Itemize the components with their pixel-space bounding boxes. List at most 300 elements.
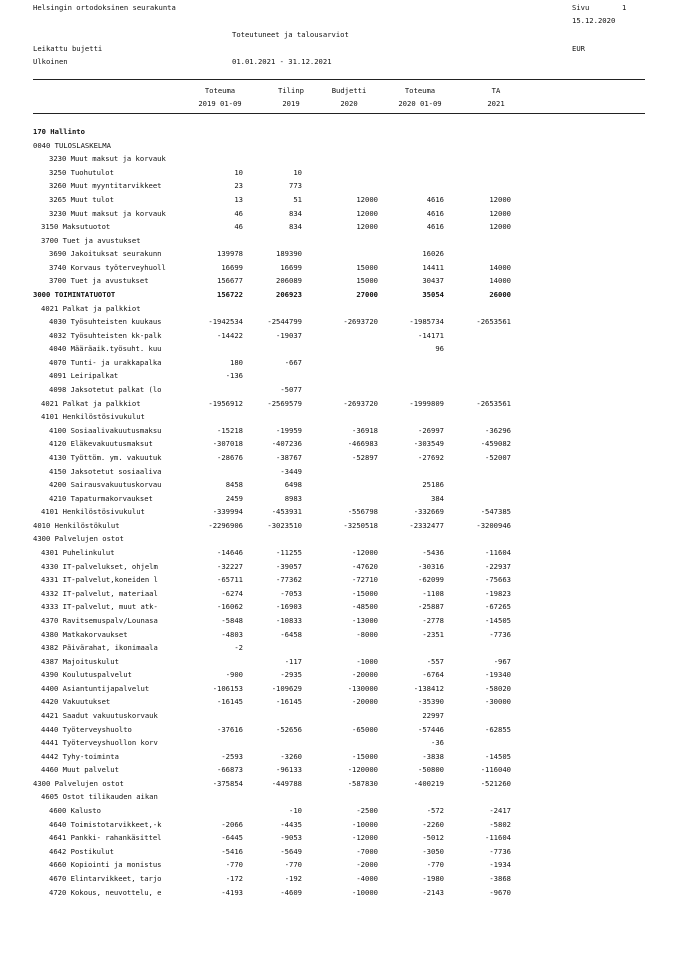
row-value-col2: 8983 — [284, 493, 302, 503]
table-row — [0, 765, 678, 779]
row-value-col5: 14000 — [489, 262, 511, 272]
row-value-col3: -36918 — [352, 425, 378, 435]
row-value-col5: -3868 — [489, 873, 511, 883]
row-value-col3: -466983 — [347, 439, 378, 449]
row-value-col3: -12000 — [352, 833, 378, 843]
row-value-col1: -28676 — [217, 452, 243, 462]
row-value-col5: -30000 — [485, 697, 511, 707]
row-value-col4: -1985734 — [409, 317, 444, 327]
row-value-col5: -547385 — [480, 507, 511, 517]
row-value-col1: -32227 — [217, 561, 243, 571]
row-value-col4: -2332477 — [409, 520, 444, 530]
row-value-col2: 189390 — [276, 249, 302, 259]
row-label: 4150 Jaksotetut sosiaaliva — [49, 466, 162, 476]
row-label: 4670 Elintarvikkeet, tarjo — [49, 873, 162, 883]
row-value-col5: -2653561 — [476, 398, 511, 408]
row-value-col5: -116040 — [480, 765, 511, 775]
row-value-col3: -3250518 — [343, 520, 378, 530]
row-value-col2: 6498 — [284, 480, 302, 490]
row-value-col2: 10 — [293, 167, 302, 177]
row-value-col5: -1934 — [489, 860, 511, 870]
row-label: 4332 IT-palvelut, materiaal — [41, 588, 158, 598]
row-value-col5: -5802 — [489, 819, 511, 829]
row-value-col5: -36296 — [485, 425, 511, 435]
row-value-col1: 139978 — [217, 249, 243, 259]
table-row — [0, 399, 678, 413]
row-label: 3740 Korvaus työterveyhuoll — [49, 262, 166, 272]
row-label: 4600 Kalusto — [49, 806, 101, 815]
table-row — [0, 453, 678, 467]
row-value-col4: -2260 — [422, 819, 444, 829]
row-label: 4333 IT-palvelut, muut atk- — [41, 602, 158, 612]
row-value-col3: 12000 — [356, 208, 378, 218]
row-value-col3: -48500 — [352, 602, 378, 612]
row-value-col4: 22997 — [422, 710, 444, 720]
table-row — [0, 127, 678, 141]
row-value-col5: -7736 — [489, 846, 511, 856]
row-value-col2: -117 — [284, 656, 302, 666]
row-label: 4010 Henkilöstökulut — [33, 520, 120, 530]
row-value-col4: -2351 — [422, 629, 444, 639]
row-value-col1: -136 — [225, 371, 243, 381]
row-value-col4: -25887 — [418, 602, 444, 612]
row-value-col3: -20000 — [352, 670, 378, 680]
row-value-col2: -2544799 — [267, 317, 302, 327]
row-label: 4070 Tunti- ja urakkapalka — [49, 357, 162, 367]
row-label: 4210 Tapaturmakorvaukset — [49, 493, 153, 503]
row-value-col2: -109629 — [271, 683, 302, 693]
row-value-col4: -3838 — [422, 751, 444, 761]
row-value-col4: -6764 — [422, 670, 444, 680]
column-header-5-line1: TA — [491, 86, 501, 95]
row-value-col2: -192 — [284, 873, 302, 883]
row-label: 4032 Työsuhteisten kk-palk — [49, 330, 162, 340]
row-value-col1: 23 — [234, 181, 243, 191]
row-label: 4720 Kokous, neuvottelu, e — [49, 887, 162, 897]
table-row — [0, 276, 678, 290]
row-value-col5: -3200946 — [476, 520, 511, 530]
row-value-col4: 4616 — [426, 208, 444, 218]
row-value-col3: -2693720 — [343, 398, 378, 408]
row-value-col1: -339994 — [212, 507, 243, 517]
row-value-col1: -4803 — [221, 629, 243, 639]
table-row — [0, 833, 678, 847]
table-row — [0, 643, 678, 657]
row-label: 4660 Kopiointi ja monistus — [49, 860, 162, 870]
row-value-col3: 15000 — [356, 262, 378, 272]
row-label: 4421 Saadut vakuutuskorvauk — [41, 710, 158, 720]
row-value-col4: -50800 — [418, 765, 444, 775]
row-value-col1: -37616 — [217, 724, 243, 734]
row-value-col2: -7053 — [280, 588, 302, 598]
row-value-col4: -138412 — [413, 683, 444, 693]
row-value-col3: 12000 — [356, 194, 378, 204]
row-value-col4: 25186 — [422, 480, 444, 490]
row-label: 4101 Henkilöstösivukulut — [41, 412, 145, 422]
row-value-col1: 46 — [234, 222, 243, 232]
table-row — [0, 236, 678, 250]
row-value-col5: -2653561 — [476, 317, 511, 327]
table-row — [0, 847, 678, 861]
row-value-col2: -4435 — [280, 819, 302, 829]
row-value-col1: -2296906 — [208, 520, 243, 530]
header-rule-bottom — [33, 113, 645, 114]
row-value-col4: -14171 — [418, 330, 444, 340]
row-value-col4: -3050 — [422, 846, 444, 856]
table-row — [0, 317, 678, 331]
row-value-col4: 384 — [431, 493, 444, 503]
table-row — [0, 195, 678, 209]
row-value-col5: -11604 — [485, 833, 511, 843]
row-value-col2: -77362 — [276, 575, 302, 585]
row-label: 4091 Leiripalkat — [49, 371, 119, 381]
row-value-col1: -172 — [225, 873, 243, 883]
row-value-col5: -459082 — [480, 439, 511, 449]
row-value-col1: -307018 — [212, 439, 243, 449]
row-value-col2: -19037 — [276, 330, 302, 340]
table-row — [0, 820, 678, 834]
row-value-col1: 156677 — [217, 276, 243, 286]
column-header-4-line1: Toteuma — [404, 86, 436, 95]
table-row — [0, 154, 678, 168]
row-value-col5: -14505 — [485, 615, 511, 625]
row-label: 4200 Sairausvakuutuskorvau — [49, 480, 162, 490]
table-row — [0, 860, 678, 874]
table-row — [0, 304, 678, 318]
column-header-3-line2: 2020 — [340, 99, 358, 108]
row-label: 4300 Palvelujen ostot — [33, 534, 124, 544]
report-period: 01.01.2021 - 31.12.2021 — [232, 57, 332, 66]
row-value-col2: -2935 — [280, 670, 302, 680]
table-row — [0, 697, 678, 711]
table-row — [0, 888, 678, 902]
row-value-col1: -14646 — [217, 548, 243, 557]
table-row — [0, 344, 678, 358]
row-label: 4021 Palkat ja palkkiot — [41, 303, 141, 313]
scope-label: Ulkoinen — [33, 57, 68, 66]
row-value-col2: 206089 — [276, 276, 302, 286]
row-value-col2: -16145 — [276, 697, 302, 707]
row-value-col2: 206923 — [276, 290, 302, 299]
row-value-col3: -120000 — [347, 765, 378, 775]
row-value-col2: -453931 — [271, 507, 302, 517]
page-label: Sivu — [572, 3, 590, 12]
row-value-col2: -9053 — [280, 833, 302, 843]
row-value-col1: -5848 — [221, 615, 243, 625]
row-label: 4098 Jaksotetut palkat (lo — [49, 385, 162, 394]
table-row — [0, 630, 678, 644]
row-value-col1: -6274 — [221, 588, 243, 598]
table-row — [0, 371, 678, 385]
row-value-col4: -1999809 — [409, 398, 444, 408]
row-value-col1: 156722 — [217, 290, 243, 299]
row-value-col4: 4616 — [426, 222, 444, 232]
row-label: 3150 Maksutuotot — [41, 222, 111, 232]
row-value-col2: -19959 — [276, 425, 302, 435]
row-value-col4: -27692 — [418, 452, 444, 462]
table-row — [0, 752, 678, 766]
row-value-col3: -47620 — [352, 561, 378, 571]
row-label: 0040 TULOSLASKELMA — [33, 140, 111, 150]
row-value-col4: -2143 — [422, 887, 444, 897]
row-value-col4: -332669 — [413, 507, 444, 517]
row-value-col5: -67265 — [485, 602, 511, 612]
row-label: 4130 Työttöm. ym. vakuutuk — [49, 452, 162, 462]
row-value-col1: 46 — [234, 208, 243, 218]
table-row — [0, 548, 678, 562]
row-label: 3700 Tuet ja avustukset — [41, 235, 141, 245]
table-row — [0, 711, 678, 725]
row-value-col4: -35390 — [418, 697, 444, 707]
row-value-col5: 12000 — [489, 194, 511, 204]
row-label: 4442 Tyhy-toiminta — [41, 751, 119, 761]
row-label: 4400 Asiantuntijapalvelut — [41, 683, 150, 693]
row-value-col5: -52007 — [485, 452, 511, 462]
row-value-col5: -967 — [493, 656, 511, 666]
row-value-col4: -1980 — [422, 873, 444, 883]
table-row — [0, 181, 678, 195]
row-value-col3: -7000 — [356, 846, 378, 856]
row-value-col4: -572 — [426, 806, 444, 815]
table-row — [0, 534, 678, 548]
row-label: 4030 Työsuhteisten kuukaus — [49, 317, 162, 327]
table-row — [0, 874, 678, 888]
row-value-col5: -521260 — [480, 778, 511, 788]
row-value-col5: 12000 — [489, 208, 511, 218]
currency: EUR — [572, 44, 585, 53]
row-label: 3260 Muut myyntitarvikkeet — [49, 181, 162, 191]
row-label: 4330 IT-palvelukset, ohjelm — [41, 561, 158, 571]
row-value-col3: -1000 — [356, 656, 378, 666]
row-value-col1: -16062 — [217, 602, 243, 612]
row-value-col2: -96133 — [276, 765, 302, 775]
row-value-col3: -10000 — [352, 887, 378, 897]
table-row — [0, 412, 678, 426]
row-value-col1: -1956912 — [208, 398, 243, 408]
row-label: 4380 Matkakorvaukset — [41, 629, 128, 639]
row-value-col4: -30316 — [418, 561, 444, 571]
row-value-col4: 16026 — [422, 249, 444, 259]
row-value-col2: -3449 — [280, 466, 302, 476]
row-value-col5: -9670 — [489, 887, 511, 897]
row-value-col1: 180 — [230, 357, 243, 367]
row-value-col5: -75663 — [485, 575, 511, 585]
row-value-col1: -900 — [225, 670, 243, 680]
row-value-col3: -52897 — [352, 452, 378, 462]
row-value-col5: 14000 — [489, 276, 511, 286]
row-value-col4: -5012 — [422, 833, 444, 843]
row-value-col3: -65000 — [352, 724, 378, 734]
row-value-col2: -667 — [284, 357, 302, 367]
row-value-col5: -22937 — [485, 561, 511, 571]
header-rule-top — [33, 79, 645, 80]
table-row — [0, 738, 678, 752]
row-value-col1: -2593 — [221, 751, 243, 761]
row-value-col5: -62855 — [485, 724, 511, 734]
row-label: 4021 Palkat ja palkkiot — [41, 398, 141, 408]
row-label: 4101 Henkilöstösivukulut — [41, 507, 145, 517]
row-value-col1: -16145 — [217, 697, 243, 707]
row-label: 4300 Palvelujen ostot — [33, 778, 124, 788]
row-value-col5: -7736 — [489, 629, 511, 639]
row-value-col2: -11255 — [276, 548, 302, 557]
row-value-col1: 16699 — [221, 262, 243, 272]
row-value-col2: 773 — [289, 181, 302, 191]
row-label: 4382 Päivärahat, ikonimaala — [41, 643, 158, 652]
table-row — [0, 602, 678, 616]
row-value-col2: -407236 — [271, 439, 302, 449]
row-value-col4: -57446 — [418, 724, 444, 734]
column-header-2-line2: 2019 — [282, 99, 300, 108]
row-value-col1: -2066 — [221, 819, 243, 829]
row-label: 4441 Työterveyshuollon korv — [41, 738, 158, 748]
row-label: 4390 Koulutuspalvelut — [41, 670, 132, 680]
row-value-col3: -2693720 — [343, 317, 378, 327]
row-value-col2: -770 — [284, 860, 302, 870]
row-label: 170 Hallinto — [33, 127, 85, 136]
row-label: 4120 Eläkevakuutusmaksut — [49, 439, 153, 449]
table-row — [0, 168, 678, 182]
row-value-col2: -10833 — [276, 615, 302, 625]
row-value-col2: -3260 — [280, 751, 302, 761]
row-value-col1: -5416 — [221, 846, 243, 856]
table-row — [0, 779, 678, 793]
row-value-col3: -556798 — [347, 507, 378, 517]
row-value-col1: -106153 — [212, 683, 243, 693]
row-value-col4: -2778 — [422, 615, 444, 625]
row-label: 3000 TOIMINTATUOTOT — [33, 290, 116, 299]
table-row — [0, 141, 678, 155]
row-value-col1: -375854 — [212, 778, 243, 788]
row-value-col2: -16903 — [276, 602, 302, 612]
row-value-col5: -58020 — [485, 683, 511, 693]
row-value-col5: -14505 — [485, 751, 511, 761]
row-label: 4331 IT-palvelut,koneiden l — [41, 575, 158, 585]
row-value-col2: -2569579 — [267, 398, 302, 408]
row-label: 3700 Tuet ja avustukset — [49, 276, 149, 286]
row-value-col2: -6458 — [280, 629, 302, 639]
column-header-3-line1: Budjetti — [331, 86, 367, 95]
row-label: 4301 Puhelinkulut — [41, 548, 115, 557]
table-row — [0, 209, 678, 223]
table-row — [0, 249, 678, 263]
row-value-col3: -4000 — [356, 873, 378, 883]
row-value-col1: -15218 — [217, 425, 243, 435]
row-value-col1: -4193 — [221, 887, 243, 897]
row-value-col1: -1942534 — [208, 317, 243, 327]
row-value-col4: -770 — [426, 860, 444, 870]
row-value-col3: -8000 — [356, 629, 378, 639]
row-value-col2: -5649 — [280, 846, 302, 856]
row-value-col2: -52656 — [276, 724, 302, 734]
row-label: 4440 Työterveyshuolto — [41, 724, 132, 734]
table-row — [0, 467, 678, 481]
row-value-col4: -5436 — [422, 548, 444, 557]
table-row — [0, 589, 678, 603]
row-value-col3: -13000 — [352, 615, 378, 625]
row-value-col4: 14411 — [422, 262, 444, 272]
row-label: 3230 Muut maksut ja korvauk — [49, 208, 166, 218]
table-row — [0, 806, 678, 820]
table-row — [0, 521, 678, 535]
row-value-col3: 15000 — [356, 276, 378, 286]
row-value-col2: 51 — [293, 194, 302, 204]
row-value-col2: -4609 — [280, 887, 302, 897]
row-value-col3: -10000 — [352, 819, 378, 829]
table-row — [0, 657, 678, 671]
column-header-5-line2: 2021 — [487, 99, 505, 108]
row-value-col2: -449788 — [271, 778, 302, 788]
row-value-col3: -72710 — [352, 575, 378, 585]
row-value-col2: -39057 — [276, 561, 302, 571]
row-value-col4: 35054 — [422, 290, 444, 299]
row-label: 3265 Muut tulot — [49, 194, 114, 204]
row-value-col5: -19340 — [485, 670, 511, 680]
row-value-col3: 12000 — [356, 222, 378, 232]
row-value-col2: 834 — [289, 208, 302, 218]
row-label: 4460 Muut palvelut — [41, 765, 119, 775]
row-value-col2: -38767 — [276, 452, 302, 462]
table-row — [0, 263, 678, 277]
row-value-col3: -2500 — [356, 806, 378, 815]
table-row — [0, 331, 678, 345]
row-label: 3250 Tuohutulot — [49, 167, 114, 177]
row-label: 4100 Sosiaalivakuutusmaksu — [49, 425, 162, 435]
column-header-4-line2: 2020 01-09 — [398, 99, 442, 108]
row-value-col1: 13 — [234, 194, 243, 204]
row-value-col1: -770 — [225, 860, 243, 870]
table-row — [0, 616, 678, 630]
row-value-col4: 96 — [435, 344, 444, 354]
row-label: 4642 Postikulut — [49, 846, 114, 856]
row-value-col1: -14422 — [217, 330, 243, 340]
row-value-col4: -62099 — [418, 575, 444, 585]
table-row — [0, 725, 678, 739]
row-label: 4420 Vakuutukset — [41, 697, 111, 707]
row-value-col4: -1108 — [422, 588, 444, 598]
row-value-col3: -587830 — [347, 778, 378, 788]
row-value-col1: 8458 — [225, 480, 243, 490]
column-header-2-line1: Tilinp — [278, 86, 304, 95]
row-value-col3: 27000 — [356, 290, 378, 299]
row-value-col1: -2 — [234, 643, 243, 652]
row-value-col1: -66873 — [217, 765, 243, 775]
row-value-col2: 834 — [289, 222, 302, 232]
row-value-col3: -130000 — [347, 683, 378, 693]
row-label: 4641 Pankki- rahankäsittel — [49, 833, 162, 843]
row-value-col5: 12000 — [489, 222, 511, 232]
row-label: 4605 Ostot tilikauden aikan — [41, 792, 158, 802]
table-row — [0, 439, 678, 453]
column-header-1-line2: 2019 01-09 — [198, 99, 242, 108]
row-value-col2: 16699 — [280, 262, 302, 272]
row-value-col2: -3023510 — [267, 520, 302, 530]
row-value-col3: -20000 — [352, 697, 378, 707]
row-label: 4640 Toimistotarvikkeet,-k — [49, 819, 162, 829]
row-value-col4: 4616 — [426, 194, 444, 204]
row-value-col4: -36 — [431, 738, 444, 748]
row-value-col3: -12000 — [352, 548, 378, 557]
table-row — [0, 684, 678, 698]
row-value-col1: -65711 — [217, 575, 243, 585]
row-value-col3: -15000 — [352, 751, 378, 761]
table-row — [0, 385, 678, 399]
row-value-col1: -6445 — [221, 833, 243, 843]
row-value-col4: -303549 — [413, 439, 444, 449]
report-title: Toteutuneet ja talousarviot — [232, 30, 349, 39]
row-value-col5: 26000 — [489, 290, 511, 299]
row-value-col3: -15000 — [352, 588, 378, 598]
